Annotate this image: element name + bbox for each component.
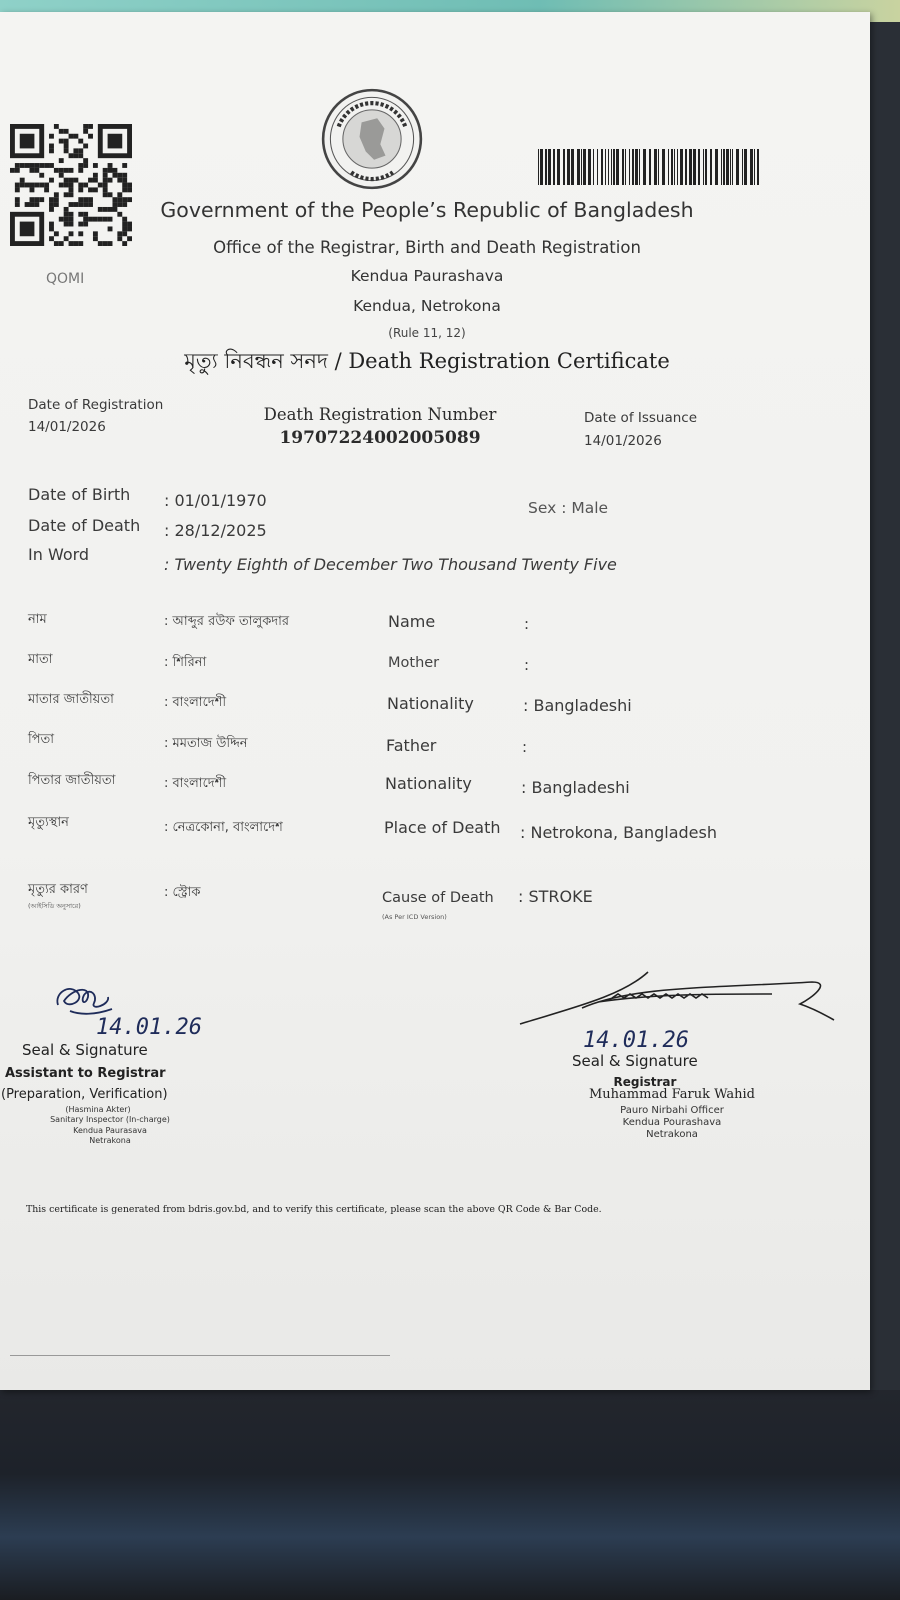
government-title: Government of the People’s Republic of Bangladesh: [160, 198, 694, 222]
assistant-registrar-title: Assistant to Registrar: [5, 1066, 166, 1081]
mother-nationality-label: Nationality: [387, 694, 474, 713]
father-value: :: [522, 738, 528, 756]
father-nationality-label: Nationality: [385, 774, 472, 793]
office-title: Office of the Registrar, Birth and Death Registration: [213, 238, 641, 257]
bn-place-of-death-label: মৃত্যুস্থান: [28, 815, 69, 830]
qr-code: [10, 124, 132, 246]
bn-cause-of-death-value: : স্ট্রোক: [164, 885, 201, 900]
bn-name-label: নাম: [28, 612, 47, 627]
bn-father-value: : মমতাজ উদ্দিন: [164, 736, 248, 751]
date-of-death-label: Date of Death: [28, 516, 141, 535]
left-seal-label: Seal & Signature: [22, 1041, 148, 1059]
cause-of-death-value: : STROKE: [518, 887, 593, 906]
bn-name-value: : আব্দুর রউফ তালুকদার: [164, 614, 290, 629]
date-of-issuance-value: 14/01/2026: [584, 433, 662, 449]
right-signature-date: 14.01.26: [583, 1028, 689, 1053]
date-of-birth-label: Date of Birth: [28, 485, 131, 504]
district-name: Kendua, Netrokona: [353, 297, 501, 315]
in-word-value: : Twenty Eighth of December Two Thousand Twenty Five: [164, 555, 617, 574]
assistant-registrar-role: (Preparation, Verification): [1, 1087, 168, 1102]
government-seal-icon: [320, 87, 424, 191]
bn-mother-nationality-label: মাতার জাতীয়তা: [28, 692, 114, 707]
rule-reference: (Rule 11, 12): [388, 326, 466, 340]
bn-father-nationality-label: পিতার জাতীয়তা: [28, 773, 116, 788]
right-seal-label: Seal & Signature: [572, 1052, 698, 1070]
paurashava-name: Kendua Paurashava: [350, 267, 504, 285]
father-nationality-value: : Bangladeshi: [521, 778, 630, 797]
date-of-birth-value: : 01/01/1970: [164, 491, 267, 510]
date-of-registration-label: Date of Registration: [28, 397, 164, 413]
bn-mother-value: : শিরিনা: [164, 655, 207, 670]
qr-caption: QOMI: [46, 271, 85, 287]
assistant-registrar-name: (Hasmina Akter): [65, 1105, 131, 1114]
cause-of-death-label: Cause of Death: [382, 890, 494, 906]
date-of-registration-value: 14/01/2026: [28, 419, 106, 435]
background-table-surface: [0, 1390, 900, 1600]
paper-fold-line: [10, 1355, 390, 1356]
mother-label: Mother: [388, 655, 440, 671]
registrar-name: Muhammad Faruk Wahid: [589, 1087, 755, 1102]
bn-father-label: পিতা: [28, 732, 55, 747]
bn-cause-of-death-label: মৃত্যুর কারণ: [28, 882, 88, 897]
assistant-registrar-office: Kendua Paurasava: [73, 1126, 147, 1135]
registrar-designation: Pauro Nirbahi Officer: [620, 1105, 724, 1116]
left-signature-date: 14.01.26: [96, 1015, 202, 1040]
place-of-death-label: Place of Death: [384, 818, 501, 837]
sex-value: Sex : Male: [528, 499, 609, 517]
barcode: [538, 149, 760, 185]
father-label: Father: [386, 736, 437, 755]
name-label: Name: [388, 612, 436, 631]
date-of-issuance-label: Date of Issuance: [584, 410, 698, 426]
assistant-registrar-designation: Sanitary Inspector (In-charge): [50, 1115, 170, 1124]
registrar-place: Netrakona: [646, 1129, 698, 1140]
mother-value: :: [524, 656, 530, 674]
assistant-registrar-place: Netrakona: [89, 1136, 131, 1145]
place-of-death-value: : Netrokona, Bangladesh: [520, 823, 717, 842]
bn-mother-nationality-value: : বাংলাদেশী: [164, 695, 227, 710]
footer-verification-note: This certificate is generated from bdris.gov.bd, and to verify this certificate, please scan the above QR Code & Bar Code.: [26, 1204, 602, 1215]
bn-father-nationality-value: : বাংলাদেশী: [164, 776, 227, 791]
certificate-paper: [0, 12, 870, 1390]
name-value: :: [524, 615, 530, 633]
registration-number-label: Death Registration Number: [263, 405, 497, 424]
mother-nationality-value: : Bangladeshi: [523, 696, 632, 715]
registrar-office: Kendua Pourashava: [622, 1117, 722, 1128]
date-of-death-value: : 28/12/2025: [164, 521, 267, 540]
cause-of-death-sub: (As Per ICD Version): [382, 913, 447, 921]
bn-cause-of-death-sub: (আইসিডি অনুসারে): [28, 902, 81, 910]
certificate-title: মৃত্যু নিবন্ধন সনদ / Death Registration Certificate: [184, 349, 670, 373]
bn-place-of-death-value: : নেত্রকোনা, বাংলাদেশ: [164, 820, 283, 835]
registrar-title: Registrar: [613, 1075, 677, 1089]
registration-number-value: 19707224002005089: [279, 428, 481, 448]
bn-mother-label: মাতা: [28, 652, 53, 667]
in-word-label: In Word: [28, 545, 90, 564]
